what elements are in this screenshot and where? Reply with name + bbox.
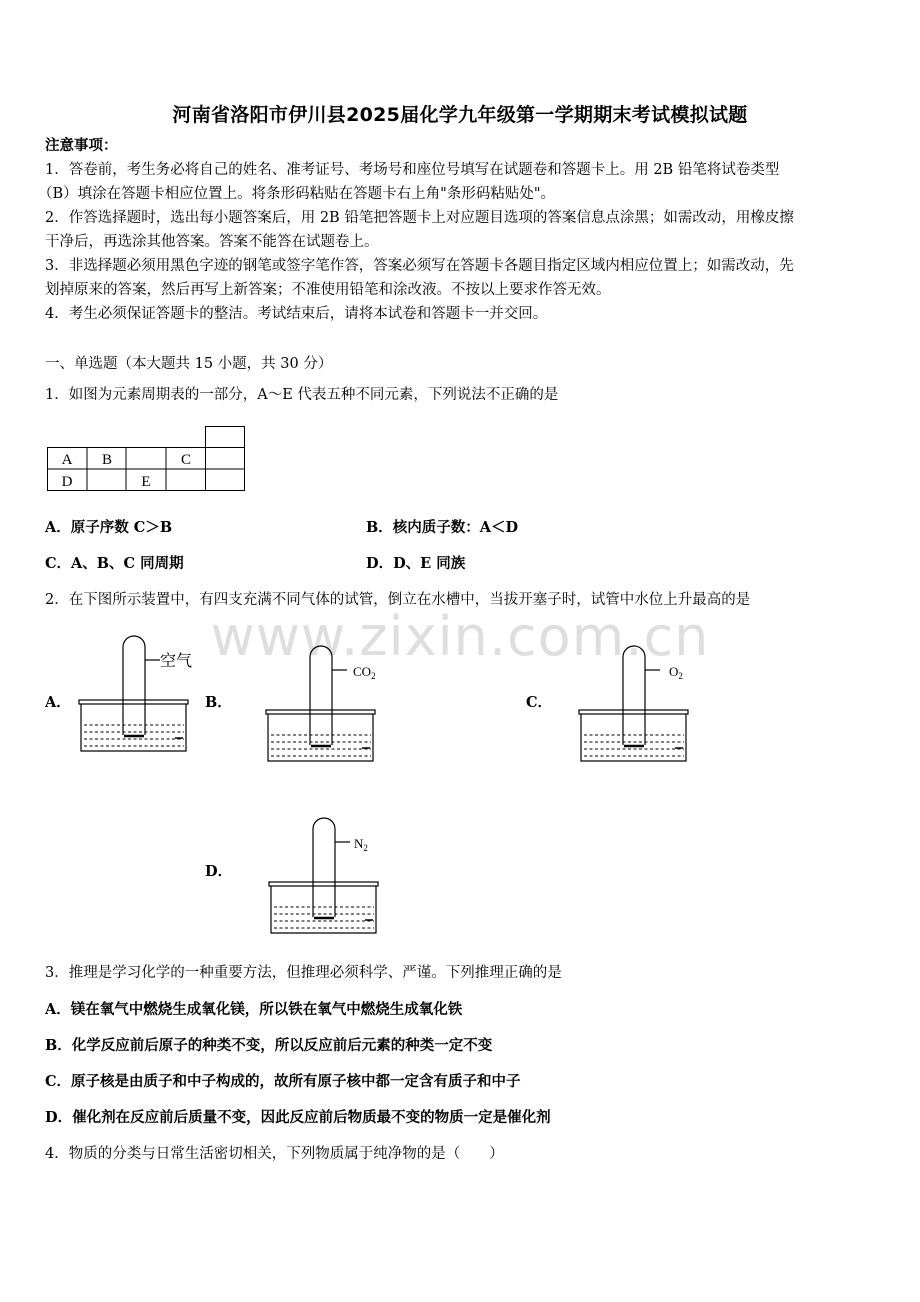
cell-e: E <box>141 474 151 490</box>
question-1-option-d: D．D、E 同族 <box>366 555 466 572</box>
gas-label-co2: $CO_2$ <box>353 664 376 681</box>
question-2-option-b-letter: B． <box>205 694 232 711</box>
question-2-option-c-letter: C． <box>526 694 553 711</box>
notice-line: 干净后，再选涂其他答案。答案不能答在试题卷上。 <box>45 234 379 250</box>
cell-b: B <box>101 452 113 468</box>
notice-line: 划掉原来的答案，然后再写上新答案；不准使用铅笔和涂改液。不按以上要求作答无效。 <box>45 282 611 298</box>
question-3-option-b: B．化学反应前后原子的种类不变，所以反应前后元素的种类一定不变 <box>45 1037 493 1054</box>
section-heading: 一、单选题（本大题共 15 小题，共 30 分） <box>45 356 333 372</box>
question-3-stem: 3．推理是学习化学的一种重要方法，但推理必须科学、严谨。下列推理正确的是 <box>45 965 562 981</box>
notice-line: 4．考生必须保证答题卡的整洁。考试结束后，请将本试卷和答题卡一并交回。 <box>45 306 548 322</box>
notice-line: （B）填涂在答题卡相应位置上。将条形码粘贴在答题卡右上角"条形码粘贴处"。 <box>38 186 555 202</box>
question-3-option-d: D．催化剂在反应前后质量不变，因此反应前后物质最不变的物质一定是催化剂 <box>45 1109 551 1126</box>
question-3-option-a: A．镁在氧气中燃烧生成氧化镁，所以铁在氧气中燃烧生成氧化铁 <box>45 1001 463 1018</box>
notice-heading: 注意事项： <box>45 137 118 154</box>
gas-label-o2: $O_2$ <box>669 664 683 681</box>
question-1-option-c: C．A、B、C 同周期 <box>45 555 184 572</box>
cell-c: C <box>180 452 192 468</box>
notice-line: 1．答卷前，考生务必将自己的姓名、准考证号、考场号和座位号填写在试题卷和答题卡上。用 2B 铅笔将试卷类型 <box>45 162 780 178</box>
apparatus-air <box>78 633 198 755</box>
page-title: 河南省洛阳市伊川县2025届化学九年级第一学期期末考试模拟试题 <box>172 104 748 126</box>
question-2-option-d-letter: D． <box>205 863 233 880</box>
apparatus-n2 <box>268 815 388 937</box>
gas-label-n2: $N_2$ <box>354 836 368 853</box>
notice-line: 3．非选择题必须用黑色字迹的钢笔或签字笔作答，答案必须写在答题卡各题目指定区域内相应位置上；如需改动，先 <box>45 258 794 274</box>
question-2-option-a-letter: A． <box>45 694 71 711</box>
gas-label-air: 空气 <box>160 653 193 670</box>
cell-d: D <box>61 474 73 490</box>
apparatus-o2 <box>578 643 698 765</box>
notice-line: 2．作答选择题时，选出每小题答案后，用 2B 铅笔把答题卡上对应题目选项的答案信息点涂黑；如需改动，用橡皮擦 <box>45 210 794 226</box>
question-2-stem: 2．在下图所示装置中，有四支充满不同气体的试管，倒立在水槽中，当拔开塞子时，试管中水位上升最高的是 <box>45 592 751 608</box>
periodic-table-fragment <box>45 425 250 495</box>
question-4-stem: 4．物质的分类与日常生活密切相关，下列物质属于纯净物的是（ ） <box>45 1146 504 1162</box>
question-1-option-b: B．核内质子数：A＜D <box>366 519 519 536</box>
question-3-option-c: C．原子核是由质子和中子构成的，故所有原子核中都一定含有质子和中子 <box>45 1073 521 1090</box>
cell-a: A <box>61 452 73 468</box>
question-1-option-a: A．原子序数 C＞B <box>45 519 173 536</box>
question-1-stem: 1．如图为元素周期表的一部分，A～E 代表五种不同元素，下列说法不正确的是 <box>45 387 559 403</box>
watermark: www.zixin.com.cn <box>210 605 710 668</box>
apparatus-co2 <box>265 643 385 765</box>
